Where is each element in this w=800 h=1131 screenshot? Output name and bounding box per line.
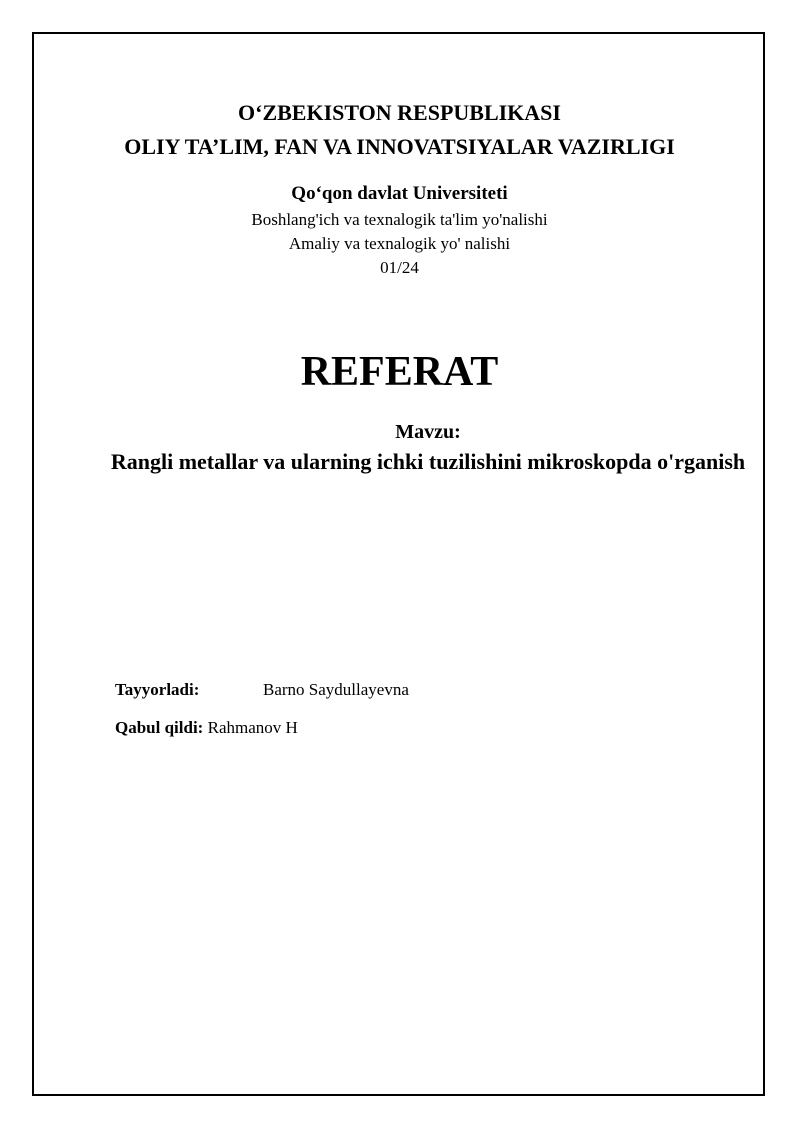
university-name: Qo‘qon davlat Universiteti: [291, 183, 508, 204]
credits-block: [115, 676, 409, 752]
document-type-title: REFERAT: [300, 349, 499, 395]
group-number: 01/24: [380, 258, 419, 277]
topic-block: [110, 418, 746, 478]
accepted-by-row: [115, 714, 409, 742]
topic-label: Mavzu:: [395, 421, 461, 443]
accepted-by-label: Qabul qildi:: [115, 718, 204, 737]
prepared-by-value: Barno Saydullayevna: [263, 680, 409, 699]
ministry-header: [32, 96, 767, 164]
university-block: [32, 180, 767, 280]
faculty-name: Boshlang'ich va texnalogik ta'lim yo'nalishi: [251, 210, 548, 229]
topic-title: Rangli metallar va ularning ichki tuzilishini mikroskopda o'rganish: [110, 449, 746, 474]
accepted-by-value: Rahmanov H: [207, 718, 298, 737]
direction-name: Amaliy va texnalogik yo' nalishi: [288, 234, 511, 253]
prepared-by-row: [115, 676, 409, 704]
ministry-title: OLIY TA’LIM, FAN VA INNOVATSIYALAR VAZIRLIGI: [124, 134, 675, 159]
prepared-by-label: Tayyorladi:: [115, 680, 200, 699]
republic-title: O‘ZBEKISTON RESPUBLIKASI: [238, 100, 561, 125]
